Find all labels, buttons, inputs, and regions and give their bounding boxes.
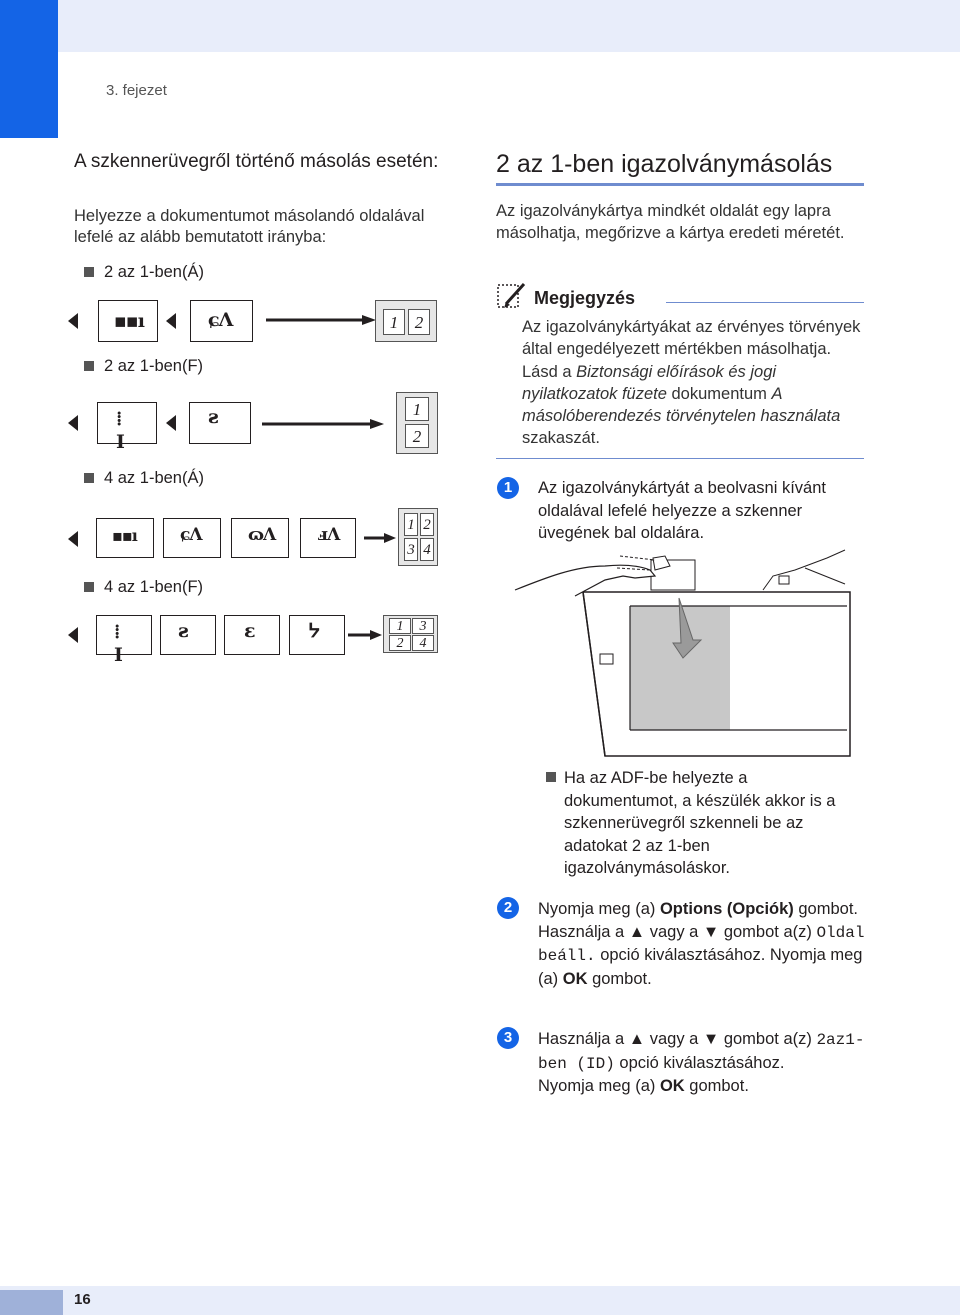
bullet-square-icon <box>84 473 94 483</box>
rotated-digit-1: ⁞I <box>116 408 124 453</box>
step-2-text: Nyomja meg (a) Options (Opciók) gombot. Használja a ▲ vagy a ▼ gombot a(z) Oldal beáll. opció kiválasztásához. Nyomja meg (a) OK gombot. <box>538 900 865 988</box>
rotated-digit-3: ɛ <box>244 620 255 642</box>
rotated-digit-1: ▪▪ı <box>112 526 137 545</box>
option-label: 4 az 1-ben(F) <box>104 578 204 596</box>
left-arrow-icon <box>68 313 78 329</box>
step-number-3: 3 <box>497 1027 519 1049</box>
page-number: 16 <box>74 1291 91 1308</box>
step-number-2: 2 <box>497 897 519 919</box>
option-label: 2 az 1-ben(F) <box>104 357 204 375</box>
page-card-1 <box>97 402 157 444</box>
option-2in1-portrait <box>84 262 204 282</box>
arrow-right-icon <box>262 417 384 431</box>
option-label: 4 az 1-ben(Á) <box>104 469 204 487</box>
result-sheet <box>383 615 438 653</box>
footer-band <box>0 1286 960 1315</box>
result-cell: 2 <box>405 424 429 448</box>
option-4in1-landscape <box>84 577 203 597</box>
adf-note: Ha az ADF-be helyezte a dokumentumot, a készülék akkor is a szkennerüvegről szkenneli be az adatokat 2 az 1-ben igazolványmásoláskor. <box>564 769 836 877</box>
page-number-box <box>0 1290 63 1315</box>
rotated-digit-4: ⅎΛ <box>318 525 340 545</box>
bullet-square-icon <box>84 582 94 592</box>
rotated-digit-3: ɷɅ <box>248 525 276 545</box>
note-bottom-rule <box>496 458 864 459</box>
result-cell: 4 <box>412 635 434 651</box>
left-arrow-icon <box>166 313 176 329</box>
arrow-right-icon <box>364 531 396 545</box>
chapter-tab <box>0 0 58 138</box>
result-sheet <box>375 300 437 342</box>
rotated-digit-2: ɕɅ <box>180 525 202 545</box>
option-label: 2 az 1-ben(Á) <box>104 263 204 281</box>
result-cell: 3 <box>412 618 434 634</box>
left-arrow-icon <box>166 415 176 431</box>
option-2in1-landscape <box>84 356 203 376</box>
step-3-text: Használja a ▲ vagy a ▼ gombot a(z) 2az1-ben (ID) opció kiválasztásához. Nyomja meg (a) OK gombot. <box>538 1030 865 1095</box>
result-cell: 1 <box>404 513 418 536</box>
result-sheet <box>396 392 438 454</box>
step-number-1: 1 <box>497 477 519 499</box>
result-cell: 1 <box>383 309 405 335</box>
note-title: Megjegyzés <box>534 288 636 308</box>
arrow-right-icon <box>266 313 376 327</box>
section-heading: 2 az 1-ben igazolványmásolás <box>496 150 833 178</box>
bullet-square-icon <box>84 267 94 277</box>
left-arrow-icon <box>68 415 78 431</box>
scanner-illustration <box>505 548 860 760</box>
rotated-digit-1: ▪▪ı <box>114 310 144 332</box>
step-1-text: Az igazolványkártyát a beolvasni kívánt oldalával lefelé helyezze a szkenner üvegének bal oldalára. <box>538 479 826 542</box>
page-card-2 <box>160 615 216 655</box>
result-cell: 2 <box>408 309 430 335</box>
result-cell: 1 <box>389 618 411 634</box>
result-sheet <box>398 508 438 566</box>
left-arrow-icon <box>68 531 78 547</box>
page-card-1 <box>96 615 152 655</box>
option-4in1-portrait <box>84 468 204 488</box>
result-cell: 2 <box>389 635 411 651</box>
result-cell: 4 <box>420 538 434 561</box>
section-intro: Az igazolványkártya mindkét oldalát egy lapra másolhatja, megőrizve a kártya eredeti méretét. <box>496 202 845 242</box>
result-cell: 3 <box>404 538 418 561</box>
rotated-digit-1: ⁞I <box>114 621 122 666</box>
left-heading: A szkennerüvegről történő másolás esetén: <box>74 151 439 172</box>
note-pencil-icon <box>496 282 530 310</box>
page-card-2 <box>189 402 251 444</box>
result-cell: 1 <box>405 397 429 421</box>
rotated-digit-2: ƨ <box>178 620 188 642</box>
arrow-right-icon <box>348 628 382 642</box>
header-band <box>0 0 960 52</box>
rotated-digit-2: ɕɅ <box>208 309 233 331</box>
left-intro: Helyezze a dokumentumot másolandó oldalával lefelé az alább bemutatott irányba: <box>74 207 425 246</box>
bullet-square-icon <box>84 361 94 371</box>
bullet-square-icon <box>546 772 556 782</box>
heading-rule <box>496 183 864 186</box>
note-text: Az igazolványkártyákat az érvényes törvények által engedélyezett mértékben másolhatja. Lásd a Biztonsági előírások és jogi nyilatkozatok füzete dokumentum A másolóberendezés törvénytelen használata szakaszát. <box>522 318 861 448</box>
result-cell: 2 <box>420 513 434 536</box>
left-arrow-icon <box>68 627 78 643</box>
note-rule <box>666 302 864 303</box>
chapter-label: 3. fejezet <box>106 82 167 99</box>
rotated-digit-4: ᔭ <box>308 620 319 642</box>
rotated-digit-2: ƨ <box>208 406 218 428</box>
